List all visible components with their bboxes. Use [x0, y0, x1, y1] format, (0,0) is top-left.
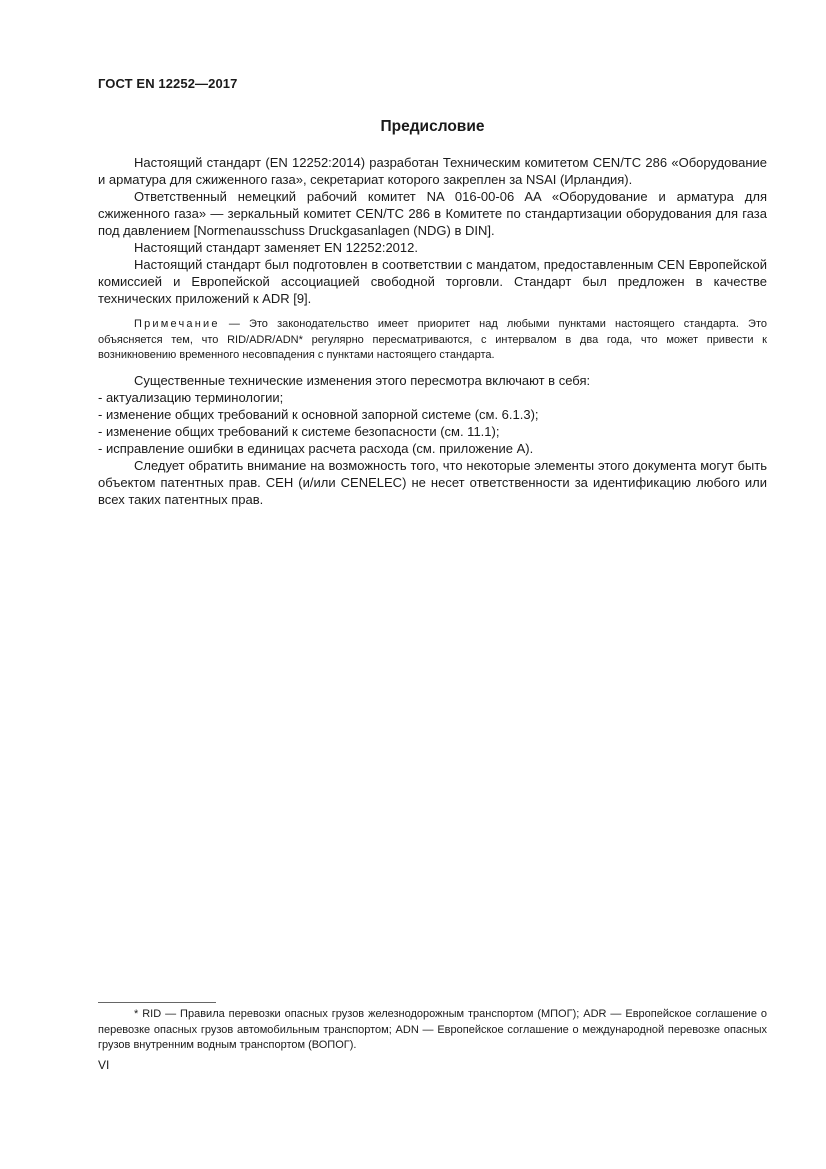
paragraph-patent: Следует обратить внимание на возможность того, что некоторые элементы этого документа могут быть объектом патентных прав. CEH (и/или CENELEC) не несет ответственности за идентификацию любого или всех таких патентных прав.: [98, 457, 767, 507]
paragraph-mandate: Настоящий стандарт был подготовлен в соответствии с мандатом, предоставленным CEN Европейской комиссией и Европейской ассоциацией свободной торговли. Стандарт был предложен в качестве технических приложений к ADR [9].: [98, 257, 767, 306]
page-number: VI: [98, 1058, 110, 1072]
paragraph-replaces: Настоящий стандарт заменяет EN 12252:2012.: [134, 240, 418, 255]
footnote-divider: [98, 1002, 216, 1003]
list-item: - изменение общих требований к основной запорной системе (см. 6.1.3);: [98, 406, 539, 422]
document-code: ГОСТ EN 12252—2017: [98, 76, 238, 91]
note-text: — Это законодательство имеет приоритет над любыми пунктами настоящего стандарта. Это объясняется тем, что RID/ADR/ADN* регулярно пересматриваются, с интервалом в два года, что может привести к возникновению временного несовпадения с пунктами настоящего стандарта.: [98, 318, 767, 361]
changes-list: [98, 389, 767, 457]
note-label: Примечание: [134, 318, 220, 330]
foreword-section: [98, 118, 767, 508]
paragraph-developer: Настоящий стандарт (EN 12252:2014) разработан Техническим комитетом CEN/TC 286 «Оборудование и арматура для сжиженного газа», секретариат которого закреплен за NSAI (Ирландия).: [98, 155, 767, 187]
changes-intro: Существенные технические изменения этого пересмотра включают в себя:: [134, 372, 591, 388]
paragraph-committee: Ответственный немецкий рабочий комитет NA 016-00-06 AA «Оборудование и арматура для сжиженного газа» — зеркальный комитет CEN/TC 286 в Комитете по стандартизации оборудования для газа под давлением [Normenausschuss Druckgasanlagen (NDG) в DIN].: [98, 189, 767, 238]
footnote: * RID — Правила перевозки опасных грузов железнодорожным транспортом (МПОГ); ADR — Европейское соглашение о перевозке опасных грузов автомобильным транспортом; ADN — Европейское соглашение о международной перевозке опасных грузов внутренним водным транспортом (ВОПОГ).: [98, 1008, 767, 1051]
list-item: - актуализацию терминологии;: [98, 389, 284, 405]
list-item: - изменение общих требований к системе безопасности (см. 11.1);: [98, 423, 500, 439]
list-item: - исправление ошибки в единицах расчета расхода (см. приложение А).: [98, 440, 534, 456]
note: [98, 317, 767, 364]
section-title: Предисловие: [380, 118, 485, 135]
